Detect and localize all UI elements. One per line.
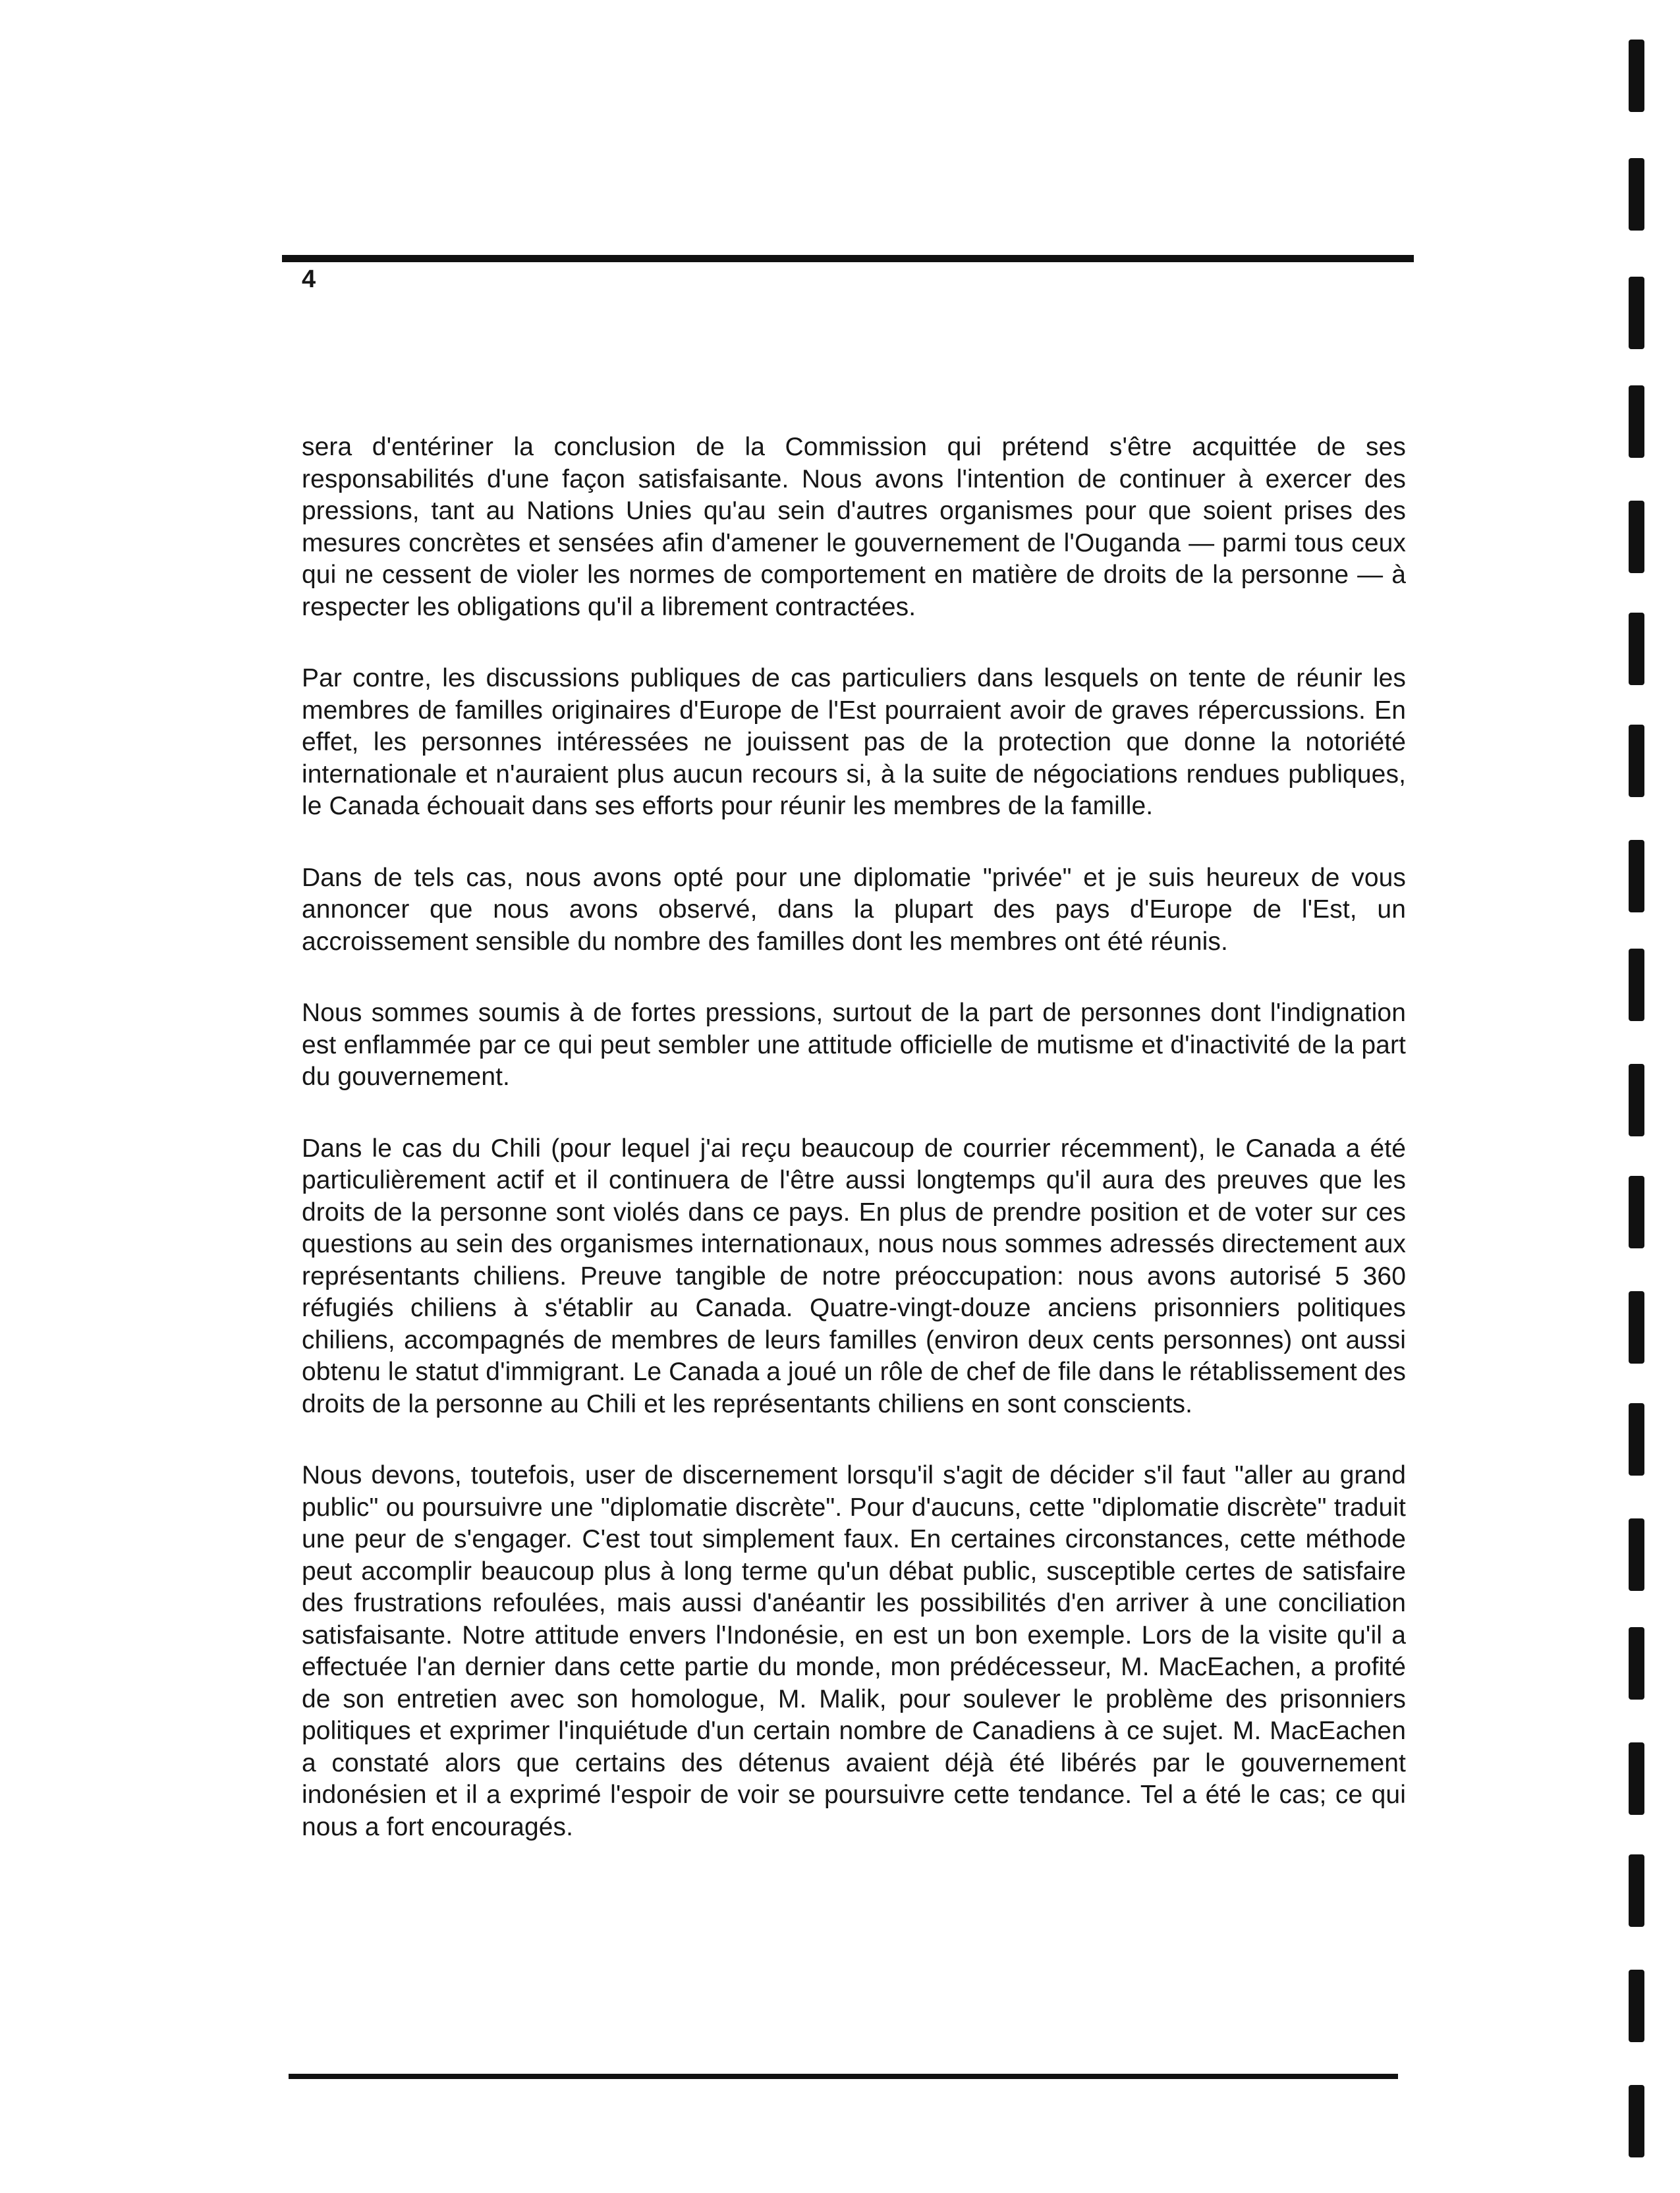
margin-bar-mark: [1629, 1742, 1644, 1815]
paragraph-chile: Dans le cas du Chili (pour lequel j'ai reçu beaucoup de courrier récemment), le Canada a été particulièrement actif et il continuera de l'être aussi longtemps qu'il aura des preuves que les droits de la personne sont violés dans ce pays. En plus de prendre position et de voter sur ces questions au sein des organismes internationaux, nous nous sommes adressés directement aux représentants chiliens. Preuve tangible de notre préoccupation: nous avons autorisé 5 360 réfugiés chiliens à s'établir au Canada. Quatre-vingt-douze anciens prisonniers politiques chiliens, accompagnés de membres de leurs familles (environ deux cents personnes) ont aussi obtenu le statut d'immigrant. Le Canada a joué un rôle de chef de file dans le rétablissement des droits de la personne au Chili et les représentants chiliens en sont conscients.: [302, 1134, 1406, 1418]
header-rule: [282, 255, 1414, 262]
margin-bar-mark: [1629, 1518, 1644, 1591]
margin-bar-mark: [1629, 2085, 1644, 2157]
page-number: 4: [302, 265, 316, 293]
margin-bar-mark: [1629, 277, 1644, 349]
body-text: [302, 431, 1406, 1843]
paragraph-pressures: Nous sommes soumis à de fortes pressions, surtout de la part de personnes dont l'indignation est enflammée par ce qui peut sembler une attitude officielle de mutisme et d'inactivité de la part du gouvernement.: [302, 999, 1406, 1091]
margin-bar-mark: [1629, 840, 1644, 912]
paragraph-indonesia: Nous devons, toutefois, user de discernement lorsqu'il s'agit de décider s'il faut "aller au grand public" ou poursuivre une "diplomatie discrète". Pour d'aucuns, cette "diplomatie discrète" traduit une peur de s'engager. C'est tout simplement faux. En certaines circonstances, cette méthode peut accomplir beaucoup plus à long terme qu'un débat public, susceptible certes de satisfaire des frustrations refoulées, mais aussi d'anéantir les possibilités d'en arriver à une conciliation satisfaisante. Notre attitude envers l'Indonésie, en est un bon exemple. Lors de la visite qu'il a effectuée l'an dernier dans cette partie du monde, mon prédécesseur, M. MacEachen, a profité de son entretien avec son homologue, M. Malik, pour soulever le problème des prisonniers politiques et exprimer l'inquiétude d'un certain nombre de Canadiens à ce sujet. M. MacEachen a constaté alors que certains des détenus avaient déjà été libérés par le gouvernement indonésien et il a exprimé l'espoir de voir se poursuivre cette tendance. Tel a été le cas; ce qui nous a fort encouragés.: [302, 1461, 1406, 1841]
footer-rule: [289, 2074, 1398, 2079]
margin-bar-mark: [1629, 40, 1644, 112]
paragraph-eastern-europe: Par contre, les discussions publiques de cas particuliers dans lesquels on tente de réunir les membres de familles originaires d'Europe de l'Est pourraient avoir de graves répercussions. En effet, les personnes intéressées ne jouissent pas de la protection que donne la notoriété internationale et n'auraient plus aucun recours si, à la suite de négociations rendues publiques, le Canada échouait dans ses efforts pour réunir les membres de la famille.: [302, 664, 1406, 820]
margin-bar-mark: [1629, 1176, 1644, 1248]
margin-bar-mark: [1629, 1854, 1644, 1927]
margin-bar-mark: [1629, 501, 1644, 573]
margin-bar-mark: [1629, 725, 1644, 797]
paragraph-uganda: sera d'entériner la conclusion de la Commission qui prétend s'être acquittée de ses responsabilités d'une façon satisfaisante. Nous avons l'intention de continuer à exercer des pressions, tant au Nations Unies qu'au sein d'autres organismes pour que soient prises des mesures concrètes et sensées afin d'amener le gouvernement de l'Ouganda — parmi tous ceux qui ne cessent de violer les normes de comportement en matière de droits de la personne — à respecter les obligations qu'il a librement contractées.: [302, 433, 1406, 621]
margin-bar-mark: [1629, 613, 1644, 685]
scan-margin-marks: [1629, 0, 1655, 2193]
margin-bar-mark: [1629, 1970, 1644, 2042]
margin-bar-mark: [1629, 1064, 1644, 1136]
margin-bar-mark: [1629, 1291, 1644, 1364]
margin-bar-mark: [1629, 1627, 1644, 1700]
margin-bar-mark: [1629, 949, 1644, 1021]
margin-bar-mark: [1629, 158, 1644, 231]
margin-bar-mark: [1629, 385, 1644, 458]
margin-bar-mark: [1629, 1403, 1644, 1476]
paragraph-private-diplomacy: Dans de tels cas, nous avons opté pour une diplomatie "privée" et je suis heureux de vous annoncer que nous avons observé, dans la plupart des pays d'Europe de l'Est, un accroissement sensible du nombre des familles dont les membres ont été réunis.: [302, 863, 1406, 956]
